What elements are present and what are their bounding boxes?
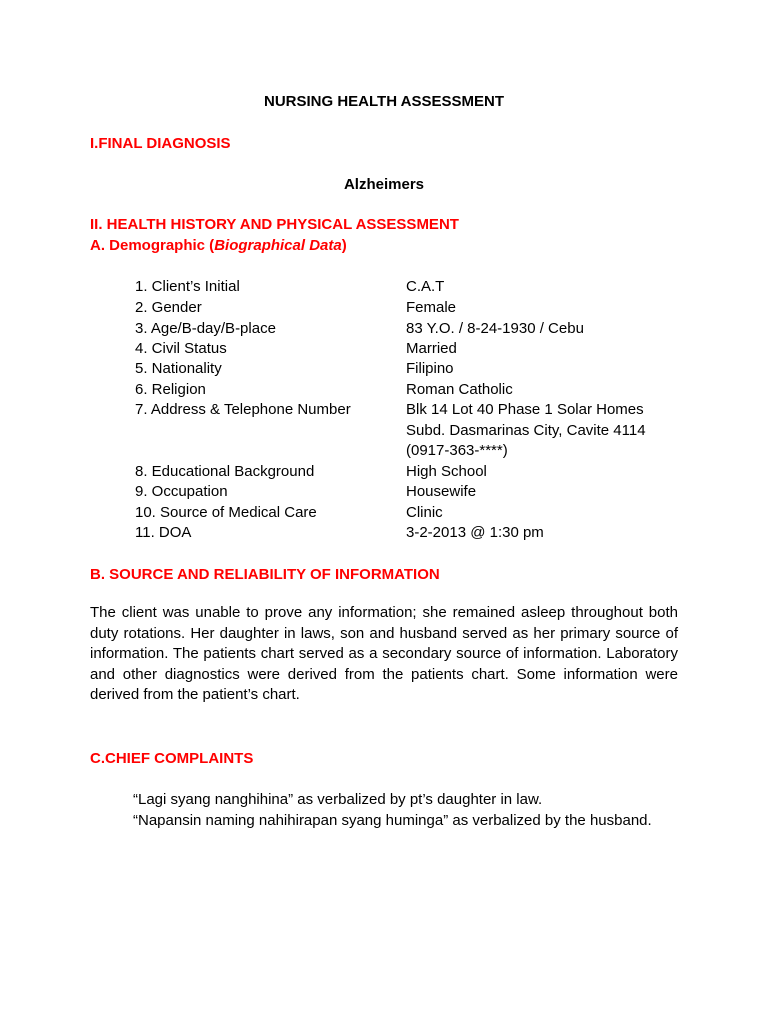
demographic-subheading bbox=[90, 237, 347, 254]
paragraph-line: The client was unable to prove any information; she remained asleep throughout both bbox=[90, 604, 678, 621]
demographic-label: 3. Age/B-day/B-place bbox=[135, 320, 276, 337]
demographic-value: Female bbox=[406, 299, 457, 316]
demographic-label: 7. Address & Telephone Number bbox=[135, 401, 351, 418]
complaint-quote: “Napansin naming nahihirapan syang huminga” as verbalized by the husband. bbox=[133, 812, 652, 829]
demographic-label: 8. Educational Background bbox=[135, 463, 315, 480]
demographic-value: 3-2-2013 @ 1:30 pm bbox=[406, 524, 544, 541]
demographic-value: Housewife bbox=[406, 483, 477, 500]
chief-complaints-heading: C.CHIEF COMPLAINTS bbox=[90, 750, 254, 767]
demographic-value: Clinic bbox=[406, 504, 443, 521]
demographic-label: 6. Religion bbox=[135, 381, 206, 398]
document-title: NURSING HEALTH ASSESSMENT bbox=[263, 93, 504, 110]
demographic-label: 4. Civil Status bbox=[135, 340, 227, 357]
demographic-value-line2: Subd. Dasmarinas City, Cavite 4114 bbox=[406, 422, 646, 439]
final-diagnosis-heading: I.FINAL DIAGNOSIS bbox=[90, 135, 231, 152]
demographic-value: Filipino bbox=[406, 360, 454, 377]
diagnosis-value: Alzheimers bbox=[343, 176, 425, 193]
demographic-label: 11. DOA bbox=[135, 524, 192, 541]
health-history-heading: II. HEALTH HISTORY AND PHYSICAL ASSESSMENT bbox=[90, 216, 459, 233]
demographic-label: 5. Nationality bbox=[135, 360, 222, 377]
demographic-value: Blk 14 Lot 40 Phase 1 Solar Homes bbox=[406, 401, 644, 418]
complaint-quote: “Lagi syang nanghihina” as verbalized by pt’s daughter in law. bbox=[133, 791, 543, 808]
demographic-label: 1. Client’s Initial bbox=[135, 278, 240, 295]
demographic-label: 2. Gender bbox=[135, 299, 202, 316]
paragraph-line: and other diagnostics were derived from the patients chart. Some information were bbox=[90, 665, 678, 683]
paragraph-line: duty rotations. Her daughter in laws, son and husband served as her primary source of bbox=[90, 624, 678, 642]
paragraph-line: information. The patients chart served as a secondary source of information. Laboratory bbox=[90, 645, 678, 662]
demographic-subheading-prefix: A. Demographic ( bbox=[90, 237, 215, 254]
demographic-value: C.A.T bbox=[406, 278, 445, 295]
demographic-value: Married bbox=[406, 340, 457, 357]
source-reliability-heading: B. SOURCE AND RELIABILITY OF INFORMATION bbox=[90, 566, 440, 583]
source-reliability-paragraph bbox=[90, 603, 678, 706]
demographic-value-line3: (0917-363-****) bbox=[406, 442, 508, 459]
demographic-value: High School bbox=[406, 463, 487, 480]
demographic-subheading-italic: Biographical Data bbox=[214, 237, 342, 254]
paragraph-line: derived from the patient’s chart. bbox=[90, 686, 300, 703]
demographic-value: Roman Catholic bbox=[406, 381, 513, 398]
demographic-value: 83 Y.O. / 8-24-1930 / Cebu bbox=[406, 320, 584, 337]
demographic-subheading-suffix: ) bbox=[341, 237, 347, 254]
demographic-label: 10. Source of Medical Care bbox=[135, 504, 317, 521]
demographic-label: 9. Occupation bbox=[135, 483, 228, 500]
